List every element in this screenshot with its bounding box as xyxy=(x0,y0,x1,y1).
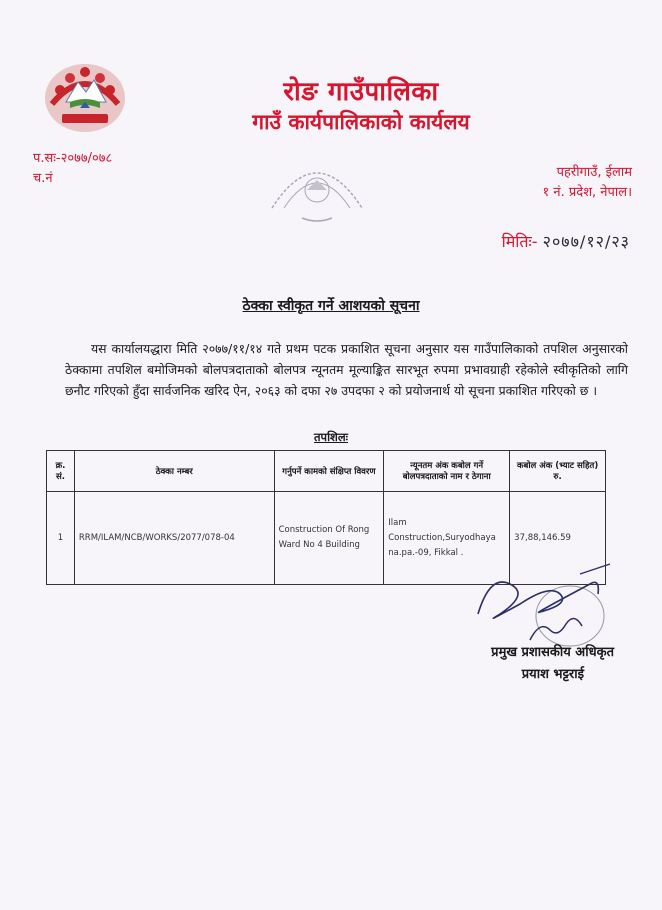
address-line-1: पहरीगाउँ, ईलाम xyxy=(556,165,632,180)
table-header-row xyxy=(47,451,606,492)
dispatch-number: च.नं xyxy=(33,171,53,186)
date-value: २०७७/१२/२३ xyxy=(542,232,630,251)
address-line-2: १ नं. प्रदेश, नेपाल। xyxy=(542,185,632,200)
signatory-designation: प्रमुख प्रशासकीय अधिकृत xyxy=(491,645,614,660)
col-header-work: गर्नुपर्ने कामको संक्षिप्त विवरण xyxy=(274,451,384,492)
municipality-title: रोङ गाउँपालिका xyxy=(283,77,439,107)
office-seal-stamp xyxy=(262,148,372,228)
cell-bidder: Ilam Construction,Suryodhaya na.pa.-09, Fikkal . xyxy=(384,492,510,585)
signatory-name: प्रयाश भट्टराई xyxy=(521,667,584,682)
table-label: तपशिलः xyxy=(313,430,348,444)
date-label: मितिः- xyxy=(501,232,538,251)
col-header-bidder: न्यूनतम अंक कबोल गर्ने बोलपत्रदाताको नाम र ठेगाना xyxy=(384,451,510,492)
notice-body: यस कार्यालयद्धारा मिति २०७७/११/१४ गते प्रथम पटक प्रकाशित सूचना अनुसार यस गाउँपालिकाको तपशिल अनुसारको ठेक्कामा तपशिल बमोजिमको बोलपत्रदाताको बोलपत्र न्यूनतम मूल्याङ्कित सारभूत रुपमा प्रभावग्राही रहेकोले स्वीकृतिको लागि छनौट गरिएको हुँदा सार्वजनिक खरिद ऐन, २०६३ को दफा २७ उपदफा २ को प्रयोजनार्थ यो सूचना प्रकाशित गरिएको छ । xyxy=(65,341,628,398)
cell-contract-no: RRM/ILAM/NCB/WORKS/2077/078-04 xyxy=(74,492,274,585)
col-header-contract-no: ठेक्का नम्बर xyxy=(74,451,274,492)
cell-sn: 1 xyxy=(47,492,75,585)
cell-amount: 37,88,146.59 xyxy=(510,492,606,585)
cell-work: Construction Of Rong Ward No 4 Building xyxy=(274,492,384,585)
notice-heading: ठेक्का स्वीकृत गर्ने आशयको सूचना xyxy=(242,298,420,314)
notice-date xyxy=(502,230,630,252)
col-header-amount: कबोल अंक (भ्याट सहित) रु. xyxy=(510,451,606,492)
reference-number: प.सः-२०७७/०७८ xyxy=(33,151,113,166)
office-title: गाउँ कार्यपालिकाको कार्यलय xyxy=(252,110,470,134)
col-header-sn: क्र. सं. xyxy=(47,451,75,492)
